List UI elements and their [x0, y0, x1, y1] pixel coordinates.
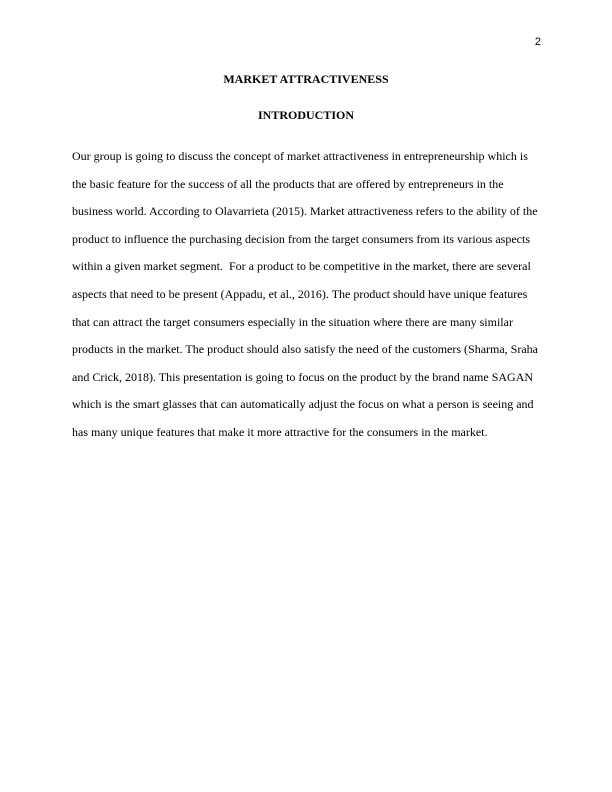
paragraph-line: Our group is going to discuss the concept of market attractiveness in entrepreneurship which is — [72, 149, 528, 163]
paragraph-line: which is the smart glasses that can automatically adjust the focus on what a person is seeing and — [72, 397, 534, 412]
paragraph-line: business world. According to Olavarrieta (2015). Market attractiveness refers to the ability of the — [72, 204, 538, 219]
paragraph-line: the basic feature for the success of all the products that are offered by entrepreneurs in the — [72, 176, 504, 191]
paragraph-line: product to influence the purchasing decision from the target consumers from its various aspects — [72, 231, 530, 246]
paragraph-line: products in the market. The product should also satisfy the need of the customers (Sharma, Sraha — [72, 342, 538, 357]
section-heading: INTRODUCTION — [257, 108, 354, 122]
page-number: 2 — [534, 36, 541, 48]
paragraph-line: that can attract the target consumers especially in the situation where there are many similar — [72, 314, 513, 329]
introduction-paragraph — [72, 143, 540, 447]
paragraph-line: within a given market segment. For a product to be competitive in the market, there are several — [72, 259, 531, 274]
paragraph-line: and Crick, 2018). This presentation is going to focus on the product by the brand name SAGAN — [72, 369, 534, 384]
paragraph-line: has many unique features that make it more attractive for the consumers in the market. — [72, 424, 488, 439]
document-title: MARKET ATTRACTIVENESS — [223, 72, 389, 86]
paragraph-line: aspects that need to be present (Appadu, et al., 2016). The product should have unique features — [72, 286, 528, 301]
